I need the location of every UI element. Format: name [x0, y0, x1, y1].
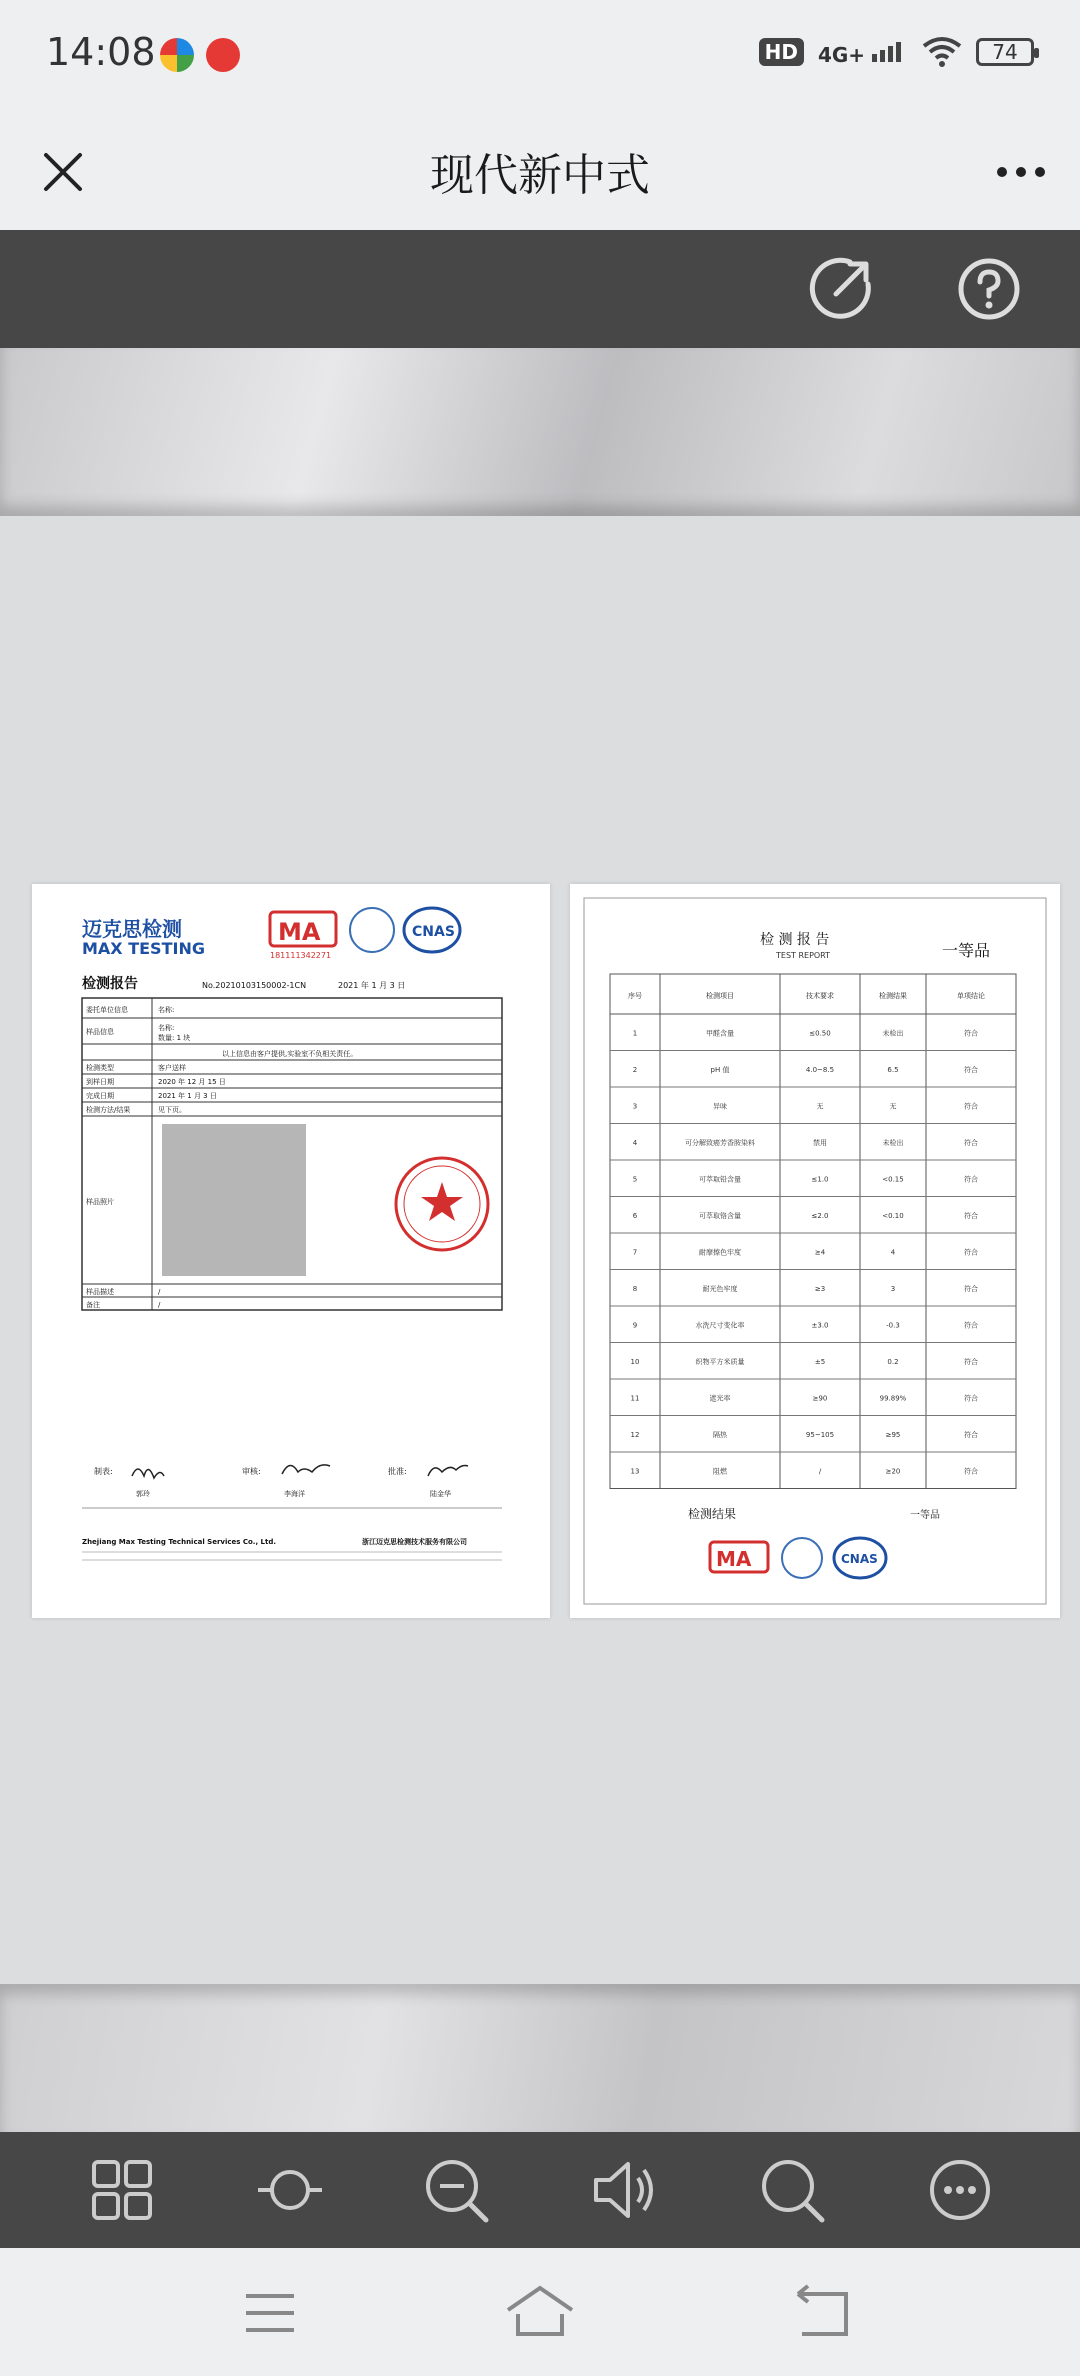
result-value: 一等品	[910, 1510, 940, 1521]
table-cell: ≥95	[885, 1430, 901, 1439]
table-header: 检测结果	[879, 992, 907, 1000]
table-cell: ±5	[814, 1357, 826, 1366]
signature-label: 制表:	[94, 1467, 113, 1476]
battery-level: 74	[992, 40, 1018, 64]
network-type: 4G+	[817, 43, 866, 67]
table-header: 检测项目	[706, 992, 734, 1000]
desc-value: /	[158, 1288, 161, 1296]
table-cell: ≥90	[812, 1394, 828, 1403]
table-cell: 隔热	[713, 1430, 727, 1439]
table-cell: 10	[630, 1357, 640, 1366]
table-cell: 水洗尺寸变化率	[695, 1321, 745, 1330]
row-label: 样品信息	[86, 1028, 114, 1036]
row-value: 以上信息由客户提供,实验室不负相关责任。	[222, 1050, 358, 1058]
table-cell: 9	[632, 1321, 638, 1330]
signal-icon	[817, 40, 908, 67]
photo-label: 样品照片	[86, 1198, 114, 1206]
signature	[282, 1465, 330, 1474]
page-title: 现代新中式	[430, 150, 650, 201]
row-value: 名称:	[158, 1024, 175, 1032]
title-bar	[0, 115, 1080, 230]
sample-photo	[162, 1124, 306, 1276]
table-cell: 符合	[964, 1065, 978, 1074]
table-cell: ≥4	[814, 1248, 826, 1257]
battery-icon	[976, 38, 1034, 66]
row-value: 名称:	[158, 1006, 175, 1014]
table-cell: 6.5	[887, 1065, 899, 1074]
table-cell: ≤0.50	[809, 1029, 831, 1038]
test-report-page-1	[32, 884, 550, 1618]
signature-name: 郭玲	[136, 1490, 150, 1498]
table-cell: ≤2.0	[811, 1211, 829, 1220]
app-notification-icon	[206, 38, 240, 72]
table-cell: 符合	[964, 1467, 978, 1476]
app-notification-icon	[160, 38, 194, 72]
table-cell: 99.89%	[879, 1394, 907, 1403]
table-cell: 11	[630, 1394, 640, 1403]
table-header: 单项结论	[957, 992, 985, 1000]
table-cell: 符合	[964, 1138, 978, 1147]
table-cell: ≥20	[885, 1467, 901, 1476]
signature	[428, 1466, 468, 1477]
table-cell: 4.0~8.5	[805, 1065, 835, 1074]
table-cell: /	[818, 1467, 822, 1476]
report-number: No.20210103150002-1CN	[202, 981, 307, 990]
svg-text:MA: MA	[278, 918, 321, 946]
row-label: 到样日期	[86, 1078, 114, 1086]
svg-text:CNAS: CNAS	[412, 924, 455, 940]
table-cell: 1	[632, 1029, 638, 1038]
signature-name: 李海洋	[284, 1490, 305, 1498]
share-external-icon[interactable]	[806, 254, 876, 324]
table-cell: 遮光率	[709, 1394, 731, 1403]
grade-label: 一等品	[942, 941, 991, 960]
desc-label: 样品描述	[86, 1288, 114, 1296]
table-cell: 异味	[713, 1102, 727, 1111]
grid-view-icon[interactable]	[86, 2154, 158, 2226]
table-cell: 织物平方米质量	[695, 1357, 745, 1366]
table-cell: 无	[889, 1102, 897, 1111]
table-cell: ≤1.0	[811, 1175, 829, 1184]
table-cell: ≥3	[814, 1284, 826, 1293]
table-cell: 13	[630, 1467, 640, 1476]
row-label: 检测类型	[86, 1064, 114, 1072]
cma-logo	[270, 912, 336, 960]
ilac-mra-logo	[782, 1538, 822, 1578]
remark-value: /	[158, 1301, 161, 1309]
report-subtitle: TEST REPORT	[776, 951, 831, 960]
status-bar	[0, 0, 1080, 115]
viewer-bottom-toolbar	[0, 2132, 1080, 2248]
table-cell: pH 值	[710, 1065, 730, 1074]
table-cell: 可分解致癌芳香胺染料	[685, 1138, 755, 1147]
table-cell: 符合	[964, 1211, 978, 1220]
test-report-page-2	[570, 884, 1060, 1618]
row-label: 完成日期	[86, 1092, 114, 1100]
table-cell: 7	[632, 1248, 638, 1257]
doc-logo-cn: 迈克思检测	[82, 917, 182, 941]
remark-label: 备注	[86, 1301, 100, 1309]
table-cell: 可萃取铬含量	[699, 1211, 741, 1220]
table-cell: 5	[632, 1175, 638, 1184]
table-cell: 符合	[964, 1357, 978, 1366]
svg-text:MA: MA	[716, 1547, 752, 1571]
slide-decoration-bottom	[0, 1984, 1080, 2132]
table-cell: ±3.0	[811, 1321, 829, 1330]
more-options-icon[interactable]	[986, 137, 1056, 207]
table-cell: 12	[630, 1430, 640, 1439]
results-table	[610, 974, 1016, 1489]
company-name-cn: 浙江迈克思检测技术服务有限公司	[362, 1538, 467, 1546]
table-cell: 符合	[964, 1394, 978, 1403]
svg-text:CNAS: CNAS	[841, 1552, 878, 1566]
table-cell: 8	[632, 1284, 638, 1293]
table-cell: 禁用	[813, 1138, 827, 1147]
row-value: 2020 年 12 月 15 日	[158, 1078, 226, 1086]
search-icon[interactable]	[756, 2154, 828, 2226]
row-value: 数量: 1 块	[158, 1034, 191, 1042]
table-cell: 3	[890, 1284, 896, 1293]
more-icon[interactable]	[924, 2154, 996, 2226]
table-cell: 符合	[964, 1284, 978, 1293]
menu-icon[interactable]	[220, 2278, 320, 2348]
wifi-icon	[922, 36, 962, 68]
table-cell: 符合	[964, 1430, 978, 1439]
table-cell: 4	[632, 1138, 638, 1147]
table-cell: 符合	[964, 1029, 978, 1038]
table-cell: 无	[816, 1102, 824, 1111]
official-seal	[396, 1158, 488, 1250]
table-cell: 符合	[964, 1102, 978, 1111]
doc-logo-en: MAX TESTING	[82, 939, 205, 958]
signature-label: 审核:	[242, 1467, 261, 1476]
slide-decoration-top	[0, 348, 1080, 516]
report-date: 2021 年 1 月 3 日	[338, 981, 406, 990]
back-icon[interactable]	[772, 2278, 872, 2348]
table-cell: 0.2	[887, 1357, 899, 1366]
table-cell: <0.10	[882, 1211, 904, 1220]
table-header: 序号	[628, 992, 642, 1000]
viewer-top-toolbar	[0, 230, 1080, 348]
table-cell: 耐摩擦色牢度	[699, 1248, 741, 1257]
table-cell: 6	[632, 1211, 638, 1220]
table-cell: 符合	[964, 1321, 978, 1330]
report-title: 检 测 报 告	[760, 932, 830, 948]
signature-label: 批准:	[388, 1467, 407, 1476]
table-cell: 未检出	[882, 1029, 904, 1038]
row-value: 2021 年 1 月 3 日	[158, 1092, 217, 1100]
zoom-out-icon[interactable]	[420, 2154, 492, 2226]
table-cell: 3	[632, 1102, 638, 1111]
system-nav-bar	[0, 2248, 1080, 2376]
table-cell: 可萃取铅含量	[699, 1175, 741, 1184]
hd-voice-icon: HD	[759, 38, 804, 66]
cma-logo	[710, 1542, 768, 1572]
report-heading: 检测报告	[82, 976, 138, 992]
table-cell: 4	[890, 1248, 896, 1257]
row-value: 见下页。	[158, 1106, 186, 1114]
table-cell: 95~105	[805, 1430, 835, 1439]
signature	[132, 1469, 164, 1478]
cma-number: 181111342271	[270, 951, 332, 960]
row-label: 委托单位信息	[86, 1006, 128, 1014]
table-cell: 符合	[964, 1175, 978, 1184]
row-label: 检测方法/结果	[86, 1106, 131, 1114]
result-label: 检测结果	[688, 1507, 737, 1521]
table-header: 技术要求	[806, 992, 834, 1000]
speaker-icon[interactable]	[588, 2154, 660, 2226]
home-icon[interactable]	[490, 2278, 590, 2348]
table-cell: 2	[632, 1065, 638, 1074]
ilac-mra-logo	[350, 908, 394, 952]
table-cell: <0.15	[882, 1175, 904, 1184]
signature-name: 陆金华	[430, 1490, 451, 1498]
zoom-reset-icon[interactable]	[254, 2154, 326, 2226]
help-icon[interactable]	[954, 254, 1024, 324]
row-value: 客户送样	[158, 1064, 186, 1072]
table-cell: 符合	[964, 1248, 978, 1257]
table-cell: -0.3	[886, 1321, 900, 1330]
table-cell: 甲醛含量	[706, 1029, 734, 1038]
status-time: 14:08	[46, 30, 156, 74]
table-cell: 未检出	[882, 1138, 904, 1147]
table-cell: 耐光色牢度	[702, 1284, 738, 1293]
company-name-en: Zhejiang Max Testing Technical Services Co., Ltd.	[82, 1538, 277, 1546]
table-cell: 阻燃	[713, 1467, 727, 1476]
